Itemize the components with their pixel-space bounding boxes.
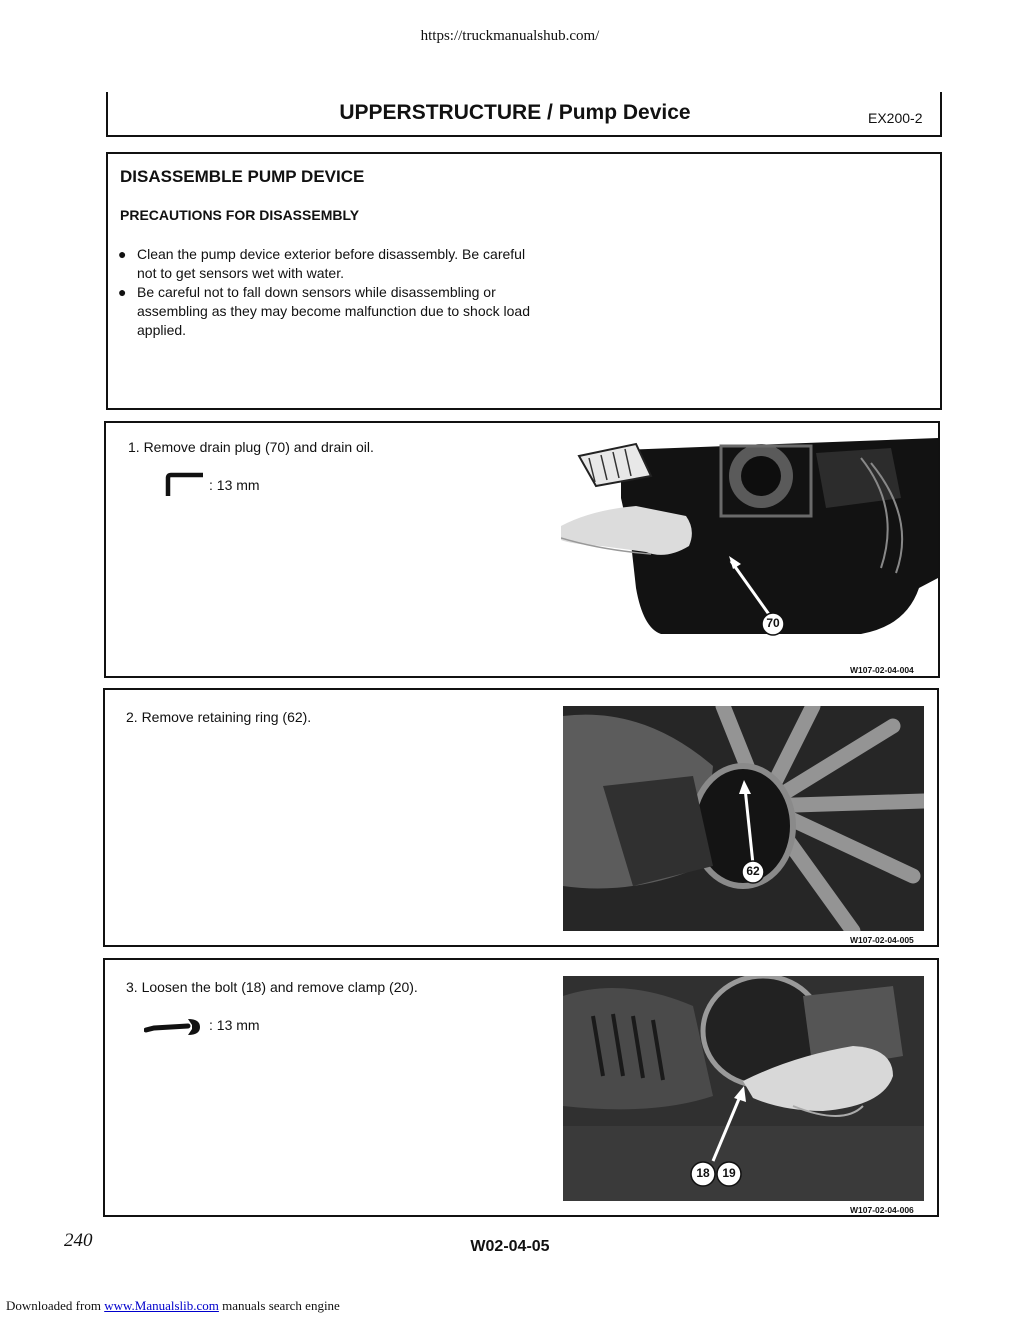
retaining-ring-photo [563, 706, 924, 931]
hex-wrench-icon [165, 472, 203, 501]
tool-size: : 13 mm [209, 477, 260, 493]
callout-19: 19 [722, 1166, 736, 1180]
section-subtitle: PRECAUTIONS FOR DISASSEMBLY [120, 207, 360, 223]
callout-18: 18 [696, 1166, 710, 1180]
step-instruction: 2. Remove retaining ring (62). [126, 709, 312, 725]
figure-code: W107-02-04-004 [850, 665, 914, 675]
section-title: DISASSEMBLE PUMP DEVICE [120, 167, 365, 186]
download-suffix: manuals search engine [222, 1298, 340, 1313]
figure-code: W107-02-04-006 [850, 1205, 914, 1215]
page-number: W02-04-05 [470, 1238, 550, 1255]
model-code: EX200-2 [868, 110, 923, 126]
spanner-icon [144, 1017, 202, 1042]
step-instruction: 1. Remove drain plug (70) and drain oil. [128, 439, 374, 455]
download-prefix: Downloaded from [6, 1298, 101, 1313]
step-instruction: 3. Loosen the bolt (18) and remove clamp (20). [126, 979, 418, 995]
precaution-bullet [118, 283, 538, 340]
bullet-dot-icon: ● [118, 284, 127, 300]
clamp-bolt-photo [563, 976, 924, 1201]
callout-70: 70 [766, 616, 780, 630]
source-url: https://truckmanualshub.com/ [420, 28, 600, 44]
page-title: UPPERSTRUCTURE / Pump Device [339, 101, 691, 124]
figure-code: W107-02-04-005 [850, 935, 914, 945]
download-notice [6, 1298, 340, 1314]
manualslib-link[interactable]: www.Manualslib.com [104, 1298, 219, 1313]
callout-62: 62 [746, 864, 760, 878]
tool-size: : 13 mm [209, 1017, 260, 1033]
precaution-bullet [118, 245, 538, 283]
handwritten-page-number: 240 [64, 1230, 93, 1251]
pump-drain-plug-photo [561, 438, 938, 638]
precaution-text: Be careful not to fall down sensors while disassembling or assembling as they may become malfunction due to shock load applied. [137, 284, 530, 338]
precaution-text: Clean the pump device exterior before disassembly. Be careful not to get sensors wet with water. [137, 246, 526, 281]
bullet-dot-icon: ● [118, 246, 127, 262]
